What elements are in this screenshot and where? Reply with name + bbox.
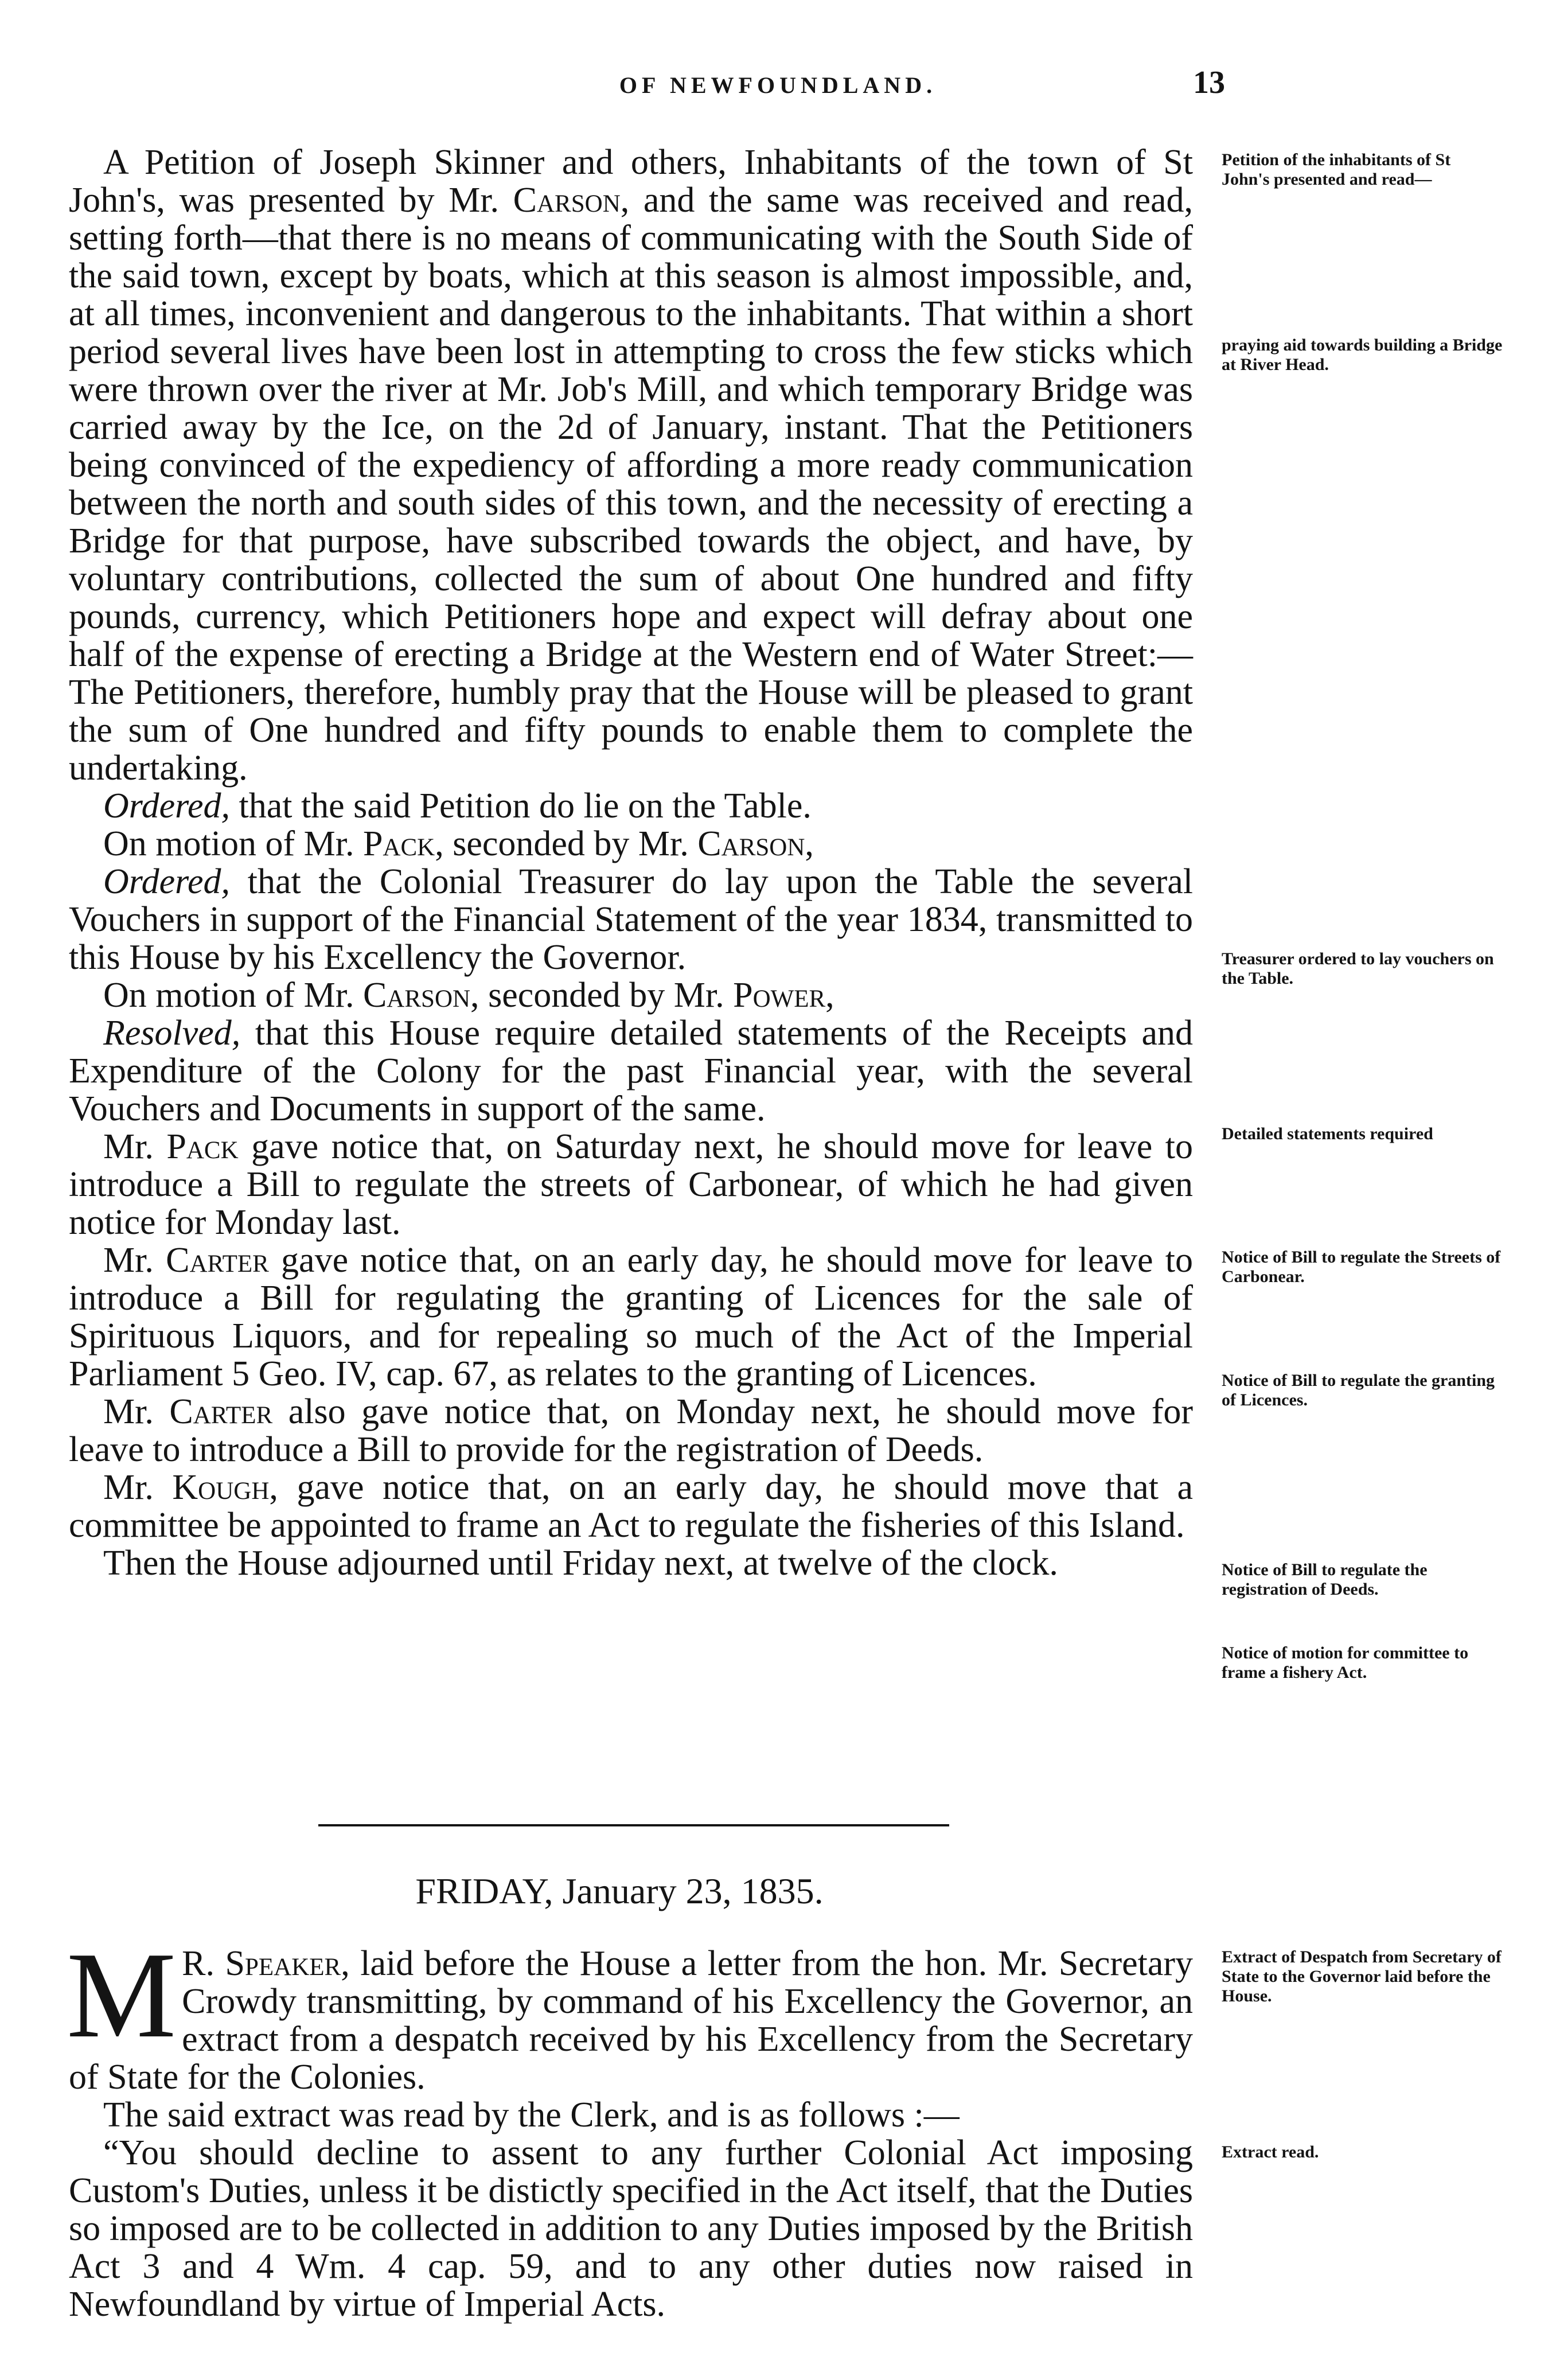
notice-kough-fisheries: Mr. Kough, gave notice that, on an early day, he should move that a committee be appointed to frame an Act to regulate the fisheries of this Island. xyxy=(69,1468,1193,1545)
margin-note-despatch: Extract of Despatch from Secretary of State to the Governor laid before the House. xyxy=(1222,1947,1502,2005)
adjournment: Then the House adjourned until Friday next, at twelve of the clock. xyxy=(103,1544,1058,1583)
dropcap-letter: M xyxy=(67,1926,177,2063)
resolved-detailed-statements: Resolved, that this House require detailed statements of the Receipts and Expenditure of the Colony for the past Financial year, with the several Vouchers and Documents in support of the same. xyxy=(69,1014,1194,1128)
date-heading: FRIDAY, January 23, 1835. xyxy=(415,1871,824,1911)
margin-note-treasurer: Treasurer ordered to lay vouchers on the Table. xyxy=(1222,949,1494,988)
margin-note-deeds: Notice of Bill to regulate the registration of Deeds. xyxy=(1222,1560,1428,1599)
margin-note-statements: Detailed statements required xyxy=(1222,1124,1433,1143)
motion-pack-carson: On motion of Mr. Pack, seconded by Mr. Carson, xyxy=(103,824,814,863)
notice-pack-carbonear: Mr. Pack gave notice that, on Saturday next, he should move for leave to introduce a Bill to regulate the streets of Carbonear, of which he had given notice for Monday last. xyxy=(69,1127,1194,1242)
page-number: 13 xyxy=(1193,65,1225,100)
running-title: OF NEWFOUNDLAND. xyxy=(619,72,937,98)
margin-note-carbonear: Notice of Bill to regulate the Streets of Carbonear. xyxy=(1222,1248,1501,1286)
ordered-lie-on-table: Ordered, that the said Petition do lie on the Table. xyxy=(103,786,812,825)
section-divider xyxy=(318,1824,949,1826)
notice-carter-deeds: Mr. Carter also gave notice that, on Monday next, he should move for leave to introduce a Bill to provide for the registration of Deeds. xyxy=(69,1392,1193,1469)
margin-note-petition: Petition of the inhabitants of St John's presented and read— xyxy=(1222,150,1451,189)
extract-read-paragraph: The said extract was read by the Clerk, and is as follows :— xyxy=(103,2095,960,2134)
margin-note-extract-read: Extract read. xyxy=(1222,2143,1319,2161)
main-text xyxy=(69,143,1193,1582)
extract-quote: “You should decline to assent to any further Colonial Act imposing Custom's Duties, unless it be distictly specified in the Act itself, that the Duties so imposed are to be collected in addition to any Duties imposed by the British Act 3 and 4 Wm. 4 cap. 59, and to any other duties now raised in Newfoundland by virtue of Imperial Acts. xyxy=(69,2133,1193,2324)
friday-text xyxy=(67,1926,1194,2324)
notice-carter-licences: Mr. Carter gave notice that, on an early day, he should move for leave to introduce a Bill for regulating the granting of Licences for the sale of Spirituous Liquors, and for repealing so much of the Act of the Imperial Parliament 5 Geo. IV, cap. 67, as relates to the granting of Licences. xyxy=(69,1241,1194,1393)
margin-note-bridge: praying aid towards building a Bridge at River Head. xyxy=(1222,336,1503,374)
speaker-letter-paragraph: M R. Speaker, laid before the House a letter from the hon. Mr. Secretary Crowdy transmitting, by command of his Excellency the Governor, an extract from a despatch received by his Excellency from the Secretary of State for the Colonies. xyxy=(67,1926,1194,2097)
margin-note-fishery: Notice of motion for committee to frame a fishery Act. xyxy=(1222,1643,1469,1682)
ordered-treasurer: Ordered, that the Colonial Treasurer do lay upon the Table the several Vouchers in support of the Financial Statement of the year 1834, transmitted to this House by his Excellency the Governor. xyxy=(69,862,1194,977)
motion-carson-power: On motion of Mr. Carson, seconded by Mr. Power, xyxy=(103,976,834,1015)
margin-note-licences: Notice of Bill to regulate the granting of Licences. xyxy=(1222,1371,1495,1409)
petition-paragraph: A Petition of Joseph Skinner and others, Inhabitants of the town of St John's, was presented by Mr. Carson, and the same was received and read, setting forth—that there is no means of communicating with the South Side of the said town, except by boats, which at this season is almost impossible, and, at all times, inconvenient and dangerous to the inhabitants. That within a short period several lives have been lost in attempting to cross the few sticks which were thrown over the river at Mr. Job's Mill, and which temporary Bridge was carried away by the Ice, on the 2d of January, instant. That the Petitioners being convinced of the expediency of affording a more ready communication between the north and south sides of this town, and the necessity of erecting a Bridge for that purpose, have subscribed towards the object, and have, by voluntary contributions, collected the sum of about One hundred and fifty pounds, currency, which Petitioners hope and expect will defray about one half of the expense of erecting a Bridge at the Western end of Water Street:—The Petitioners, therefore, humbly pray that the House will be pleased to grant the sum of One hundred and fifty pounds to enable them to complete the undertaking. xyxy=(69,143,1193,788)
